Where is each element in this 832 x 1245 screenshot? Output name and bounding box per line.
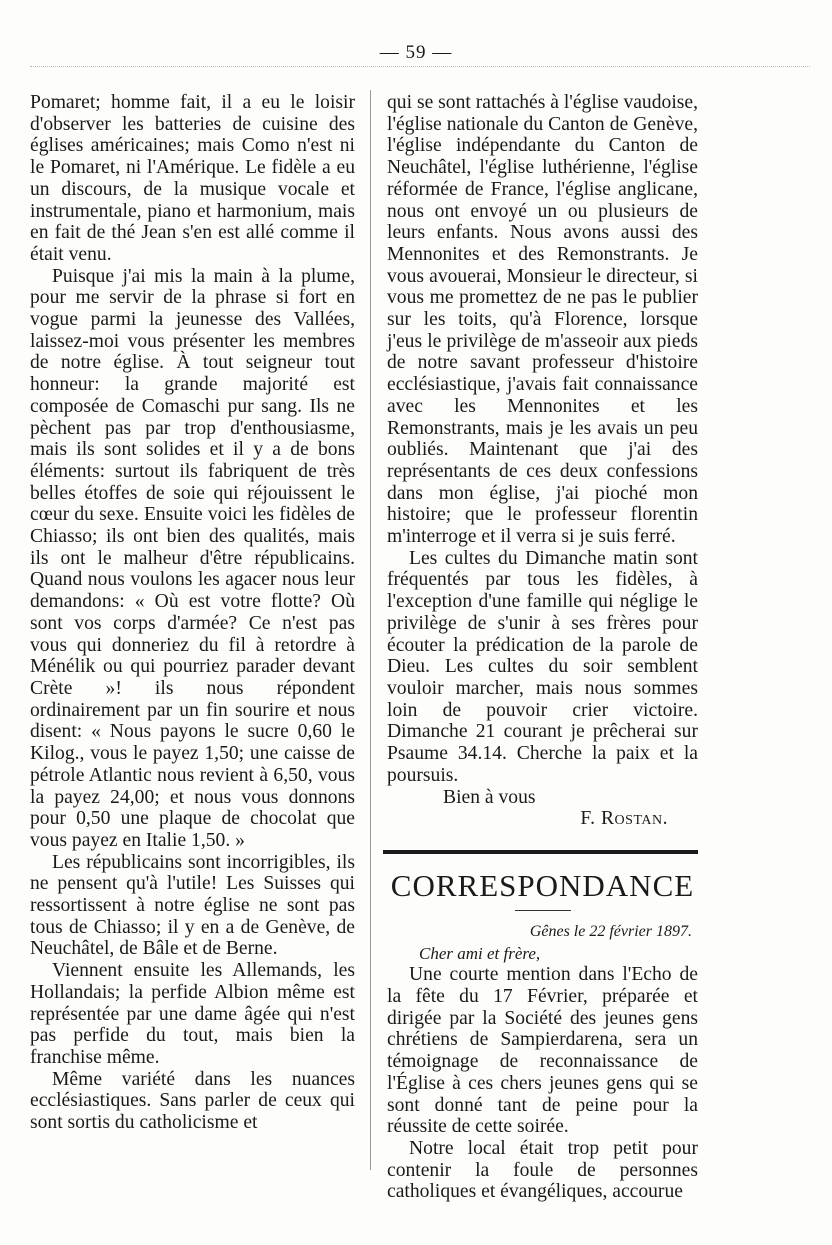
paragraph: Pomaret; homme fait, il a eu le loisir d'observer les batteries de cuisine des églises américaines; mais Como n'est ni le Pomaret, ni l'Amérique. Le fidèle a eu un discours, de la musique vocale et instrumentale, piano et harmonium, mais en fait de thé Jean s'en est allé comme il était venu. [30,92,355,265]
section-title: CORRESPONDANCE [390,867,695,903]
title-underline [515,910,571,911]
letter-signature: F. Rostan. [580,808,668,830]
paragraph: Puisque j'ai mis la main à la plume, pour me servir de la phrase si fort en vogue parmi la jeunesse des Vallées, laissez-moi vous présenter les membres de notre église. À tout seigneur tout honneur: la grande majorité est composée de Comaschi pur sang. Ils ne pèchent pas par trop d'enthousiasme, mais ils sont solides et il y a de bons éléments: surtout ils fabriquent de très belles étoffes de soie qui réjouissent le cœur du sexe. Ensuite voici les fidèles de Chiasso; ils ont bien des qualités, mais ils ont le malheur d'être républicains. Quand nous voulons les agacer nous leur demandons: « Où est votre flotte? Où sont vos corps d'armée? Ce n'est pas vous qui donneriez du fil à retordre à Ménélik ou qui pourriez parader devant Crète »! ils nous répondent ordinairement par un fin sourire et nous disent: « Nous payons le sucre 0,60 le Kilog., vous le payez 1,50; une caisse de pétrole Atlantic nous revient à 6,50, vous la payez 24,00; et nous vous donnons pour 0,50 une plaque de chocolat que vous payez en Italie 1,50. » [30,265,355,851]
paragraph: Viennent ensuite les Allemands, les Hollandais; la perfide Albion même est représentée par une dame âgée qui n'est pas perfide du tout, mais bien la franchise même. [30,960,355,1068]
paragraph: Les républicains sont incorrigibles, ils ne pensent qu'à l'utile! Les Suisses qui ressortissent à notre église ne sont pas tous de Chiasso; il y en a de Genève, de Neuchâtel, de Bâle et de Berne. [30,851,355,960]
section-separator [383,850,698,854]
header-rule [30,66,810,67]
paragraph: qui se sont rattachés à l'église vaudoise, l'église nationale du Canton de Genève, l'église indépendante du Canton de Neuchâtel, l'église luthérienne, l'église réformée de France, l'église anglicane, nous ont envoyé un ou plusieurs de leurs enfants. Nous avons aussi des Mennonites et des Remonstrants. Je vous avouerai, Monsieur le directeur, si vous me promettez de ne pas le publier sur les toits, qu'à Florence, lorsque j'eus le privilège de m'asseoir aux pieds de notre savant professeur d'histoire ecclésiastique, j'avais fait connaissance avec les Mennonites et les Remonstrants, mais je les avais un peu oubliés. Maintenant que j'ai des représentants de ces deux confessions dans mon église, j'ai pioché mon histoire; que le professeur florentin m'interroge et il verra si je suis ferré. [387,92,698,548]
right-column [387,92,698,1203]
paragraph: Les cultes du Dimanche matin sont fréquentés par tous les fidèles, à l'exception d'une famille qui néglige le privilège de s'unir à ses frères pour écouter la prédication de la parole de Dieu. Les cultes du soir semblent vouloir marcher, mais nous sommes loin de pouvoir crier victoire. Dimanche 21 courant je prêcherai sur Psaume 34.14. Cherche la paix et la poursuis. [387,547,698,786]
dateline: Gênes le 22 février 1897. [529,922,692,940]
page-number: — 59 — [379,42,453,63]
column-divider [370,90,371,1170]
paragraph: Une courte mention dans l'Echo de la fête du 17 Février, préparée et dirigée par la Société des jeunes gens chrétiens de Sampierdarena, sera un témoignage de reconnaissance de l'Église à ces chers jeunes gens qui se sont donné tant de peine pour la réussite de cette soirée. [387,964,698,1138]
paragraph: Notre local était trop petit pour contenir la foule de personnes catholiques et évangéliques, accourue [387,1137,698,1203]
letter-signoff: Bien à vous [443,786,536,808]
paragraph: Même variété dans les nuances ecclésiastiques. Sans parler de ceux qui sont sortis du catholicisme et [30,1068,355,1134]
salutation: Cher ami et frère, [419,943,541,963]
left-column [30,92,355,1134]
